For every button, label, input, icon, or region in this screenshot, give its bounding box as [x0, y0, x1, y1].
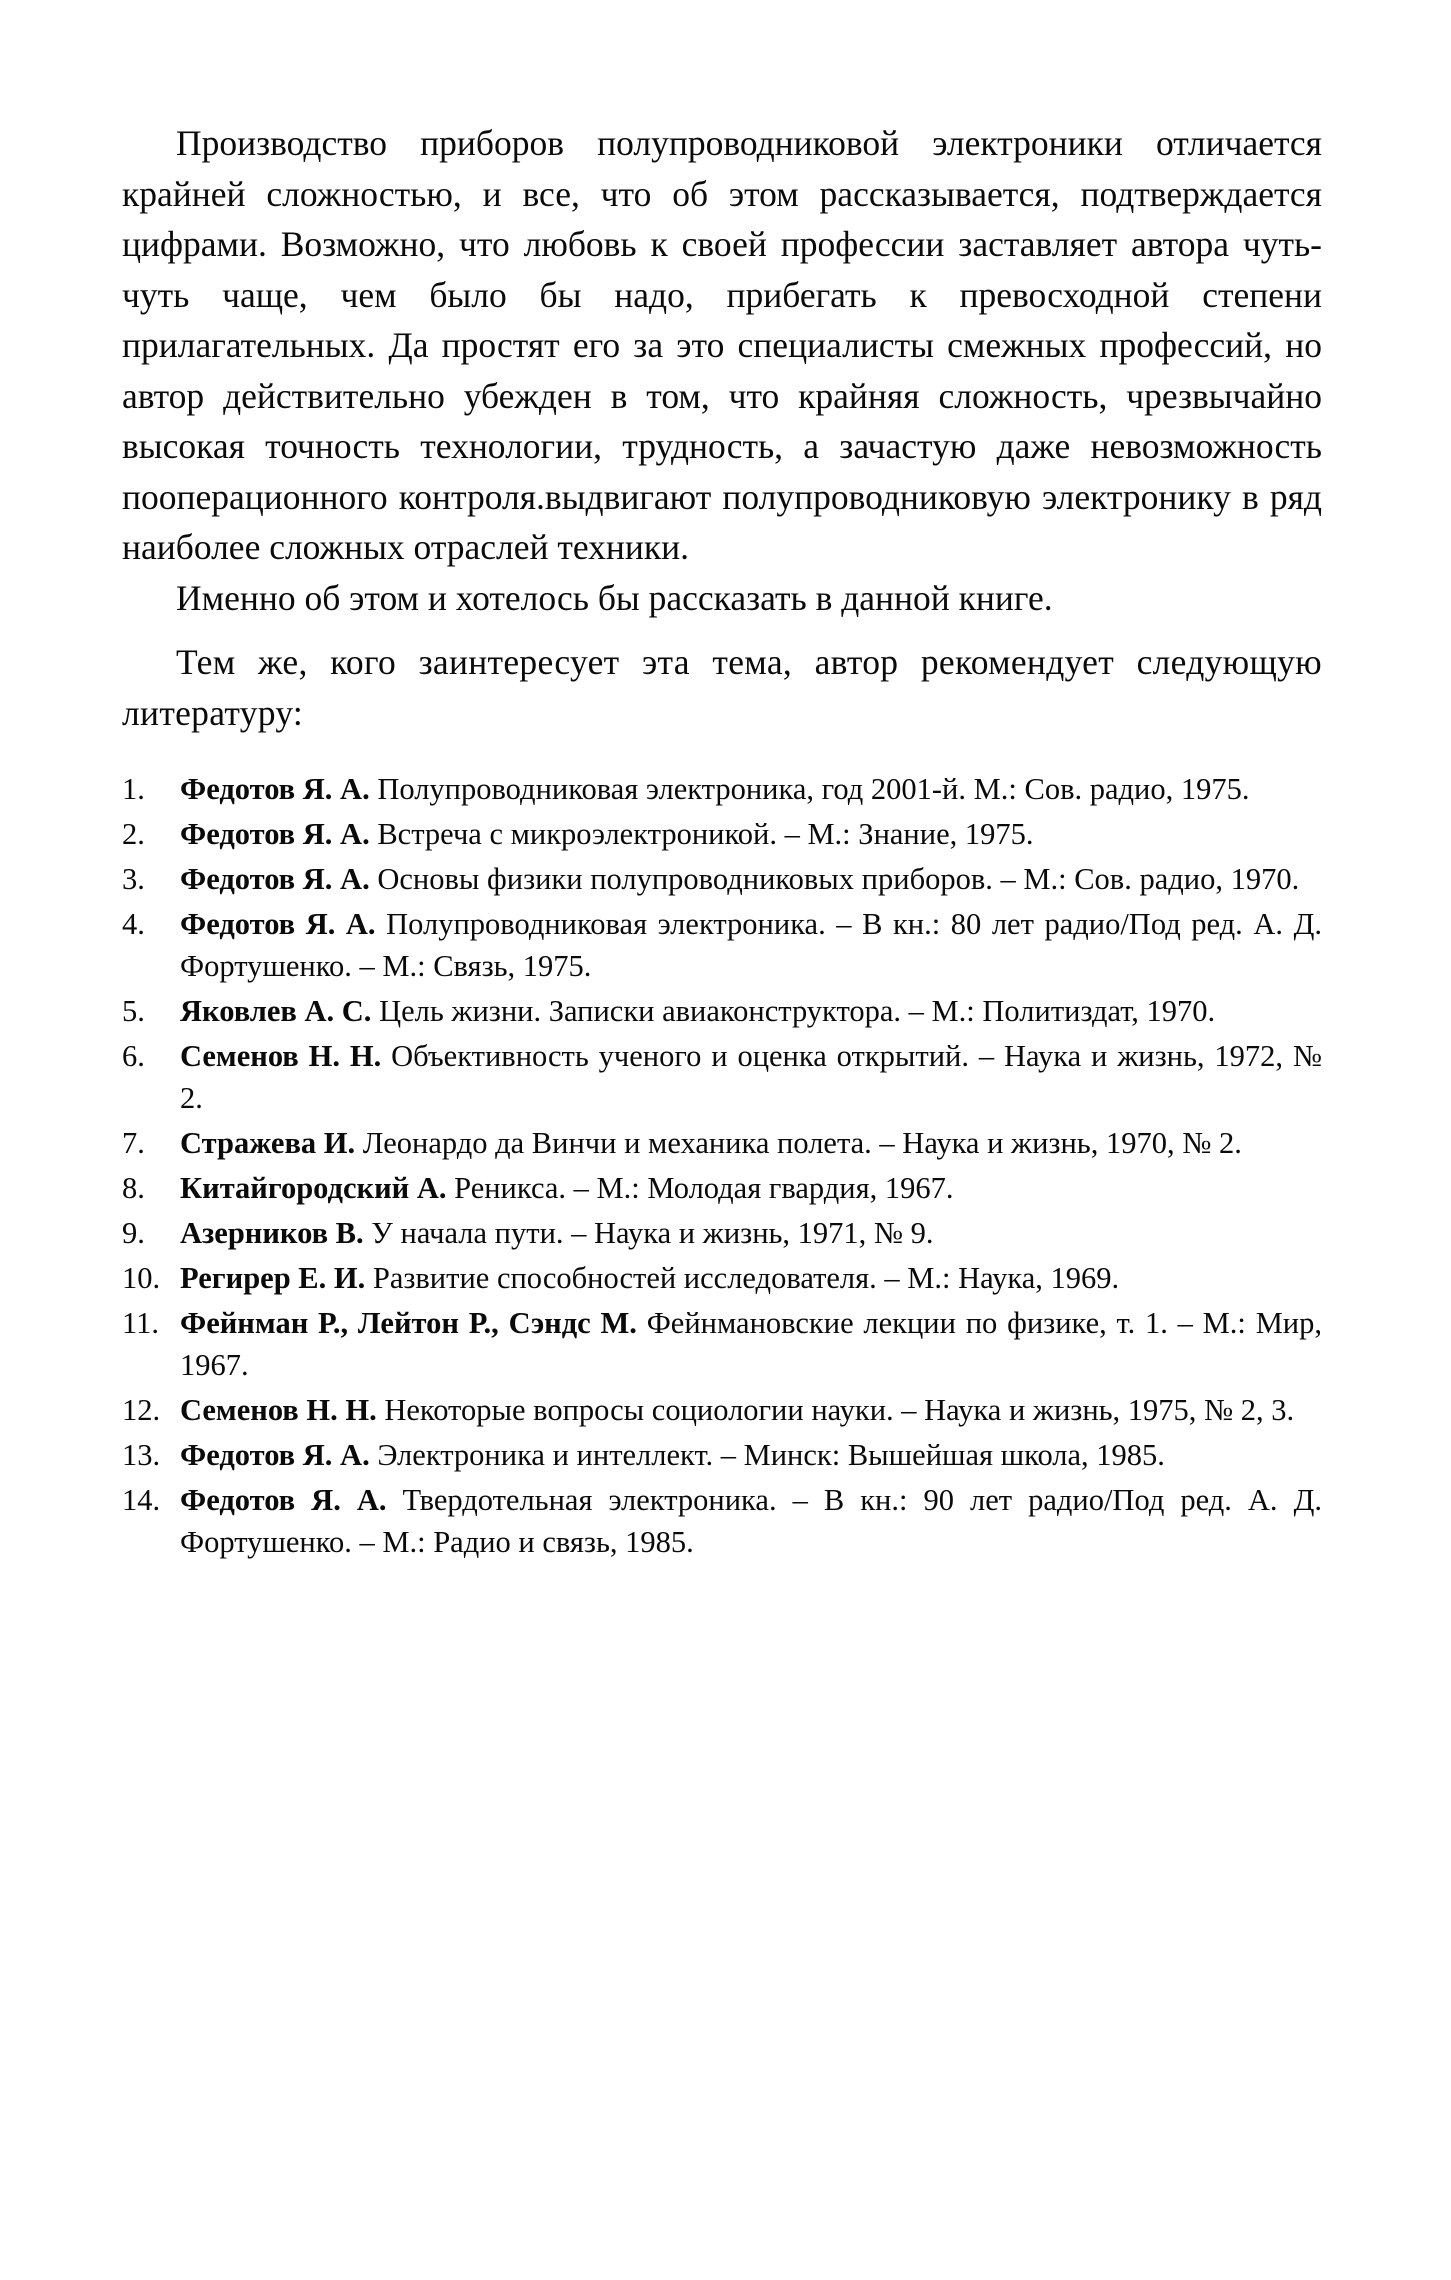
item-author: Федотов Я. А.: [180, 907, 376, 941]
bibliography-item: [122, 813, 1322, 855]
item-number: 6.: [122, 1039, 145, 1073]
literature-intro-paragraph: Тем же, кого заинтересует эта тема, автор рекомендует следующую литературу:: [122, 642, 1322, 733]
item-details: Твердотельная электроника. – В кн.: 90 лет радио/Под ред. А. Д. Фортушенко. – М.: Радио и связь, 1985.: [180, 1483, 1322, 1559]
bibliography-item: [122, 858, 1322, 900]
bibliography-item: [122, 1389, 1322, 1431]
bibliography-item: [122, 1257, 1322, 1299]
book-page: [122, 118, 1322, 1566]
item-text: [180, 1035, 1322, 1119]
bibliography-item: [122, 1302, 1322, 1386]
bibliography-item: [122, 1434, 1322, 1476]
item-details: Полупроводниковая электроника, год 2001-й. М.: Сов. радио, 1975.: [369, 772, 1250, 806]
item-text: [180, 1122, 1322, 1164]
item-details: Основы физики полупроводниковых приборов. – М.: Сов. радио, 1970.: [369, 862, 1300, 896]
item-text: [180, 1389, 1322, 1431]
item-details: Полупроводниковая электроника. – В кн.: 80 лет радио/Под ред. А. Д. Фортушенко. – М.: Связь, 1975.: [180, 907, 1322, 983]
item-number: 1.: [122, 772, 145, 806]
item-text: [180, 858, 1322, 900]
item-author: Федотов Я. А.: [180, 862, 370, 896]
item-author: Федотов Я. А.: [180, 1438, 370, 1472]
item-author: Фейнман Р., Лейтон Р., Сэндс М.: [180, 1306, 637, 1340]
intro-paragraph: Производство приборов полупроводниковой электроники отличается крайней сложностью, и все, что об этом рассказывается, подтверждается цифрами. Возможно, что любовь к своей профессии заставляет автора чуть-чуть чаще, чем было бы надо, прибегать к превосходной степени прилагательных. Да простят его за это специалисты смежных профессий, но автор действительно убежден в том, что крайняя сложность, чрезвычайно высокая точность технологии, трудность, а зачастую даже невозможность пооперационного контроля.выдвигают полупроводниковую электронику в ряд наиболее сложных отраслей техники.: [122, 123, 1322, 567]
item-text: [180, 1479, 1322, 1563]
item-text: [180, 903, 1322, 987]
item-text: [180, 1167, 1322, 1209]
item-author: Федотов Я. А.: [180, 1483, 387, 1517]
item-text: [180, 990, 1322, 1032]
item-text: [180, 1302, 1322, 1386]
item-author: Китайгородский А.: [180, 1171, 447, 1205]
item-number: 10.: [122, 1261, 161, 1295]
bibliography-item: [122, 990, 1322, 1032]
bibliography-item: [122, 768, 1322, 810]
item-number: 9.: [122, 1216, 145, 1250]
bibliography-list: [122, 768, 1322, 1563]
item-author: Семенов Н. Н.: [180, 1393, 377, 1427]
item-details: Электроника и интеллект. – Минск: Вышейшая школа, 1985.: [369, 1438, 1165, 1472]
item-text: [180, 1212, 1322, 1254]
item-text: [180, 1434, 1322, 1476]
item-number: 8.: [122, 1171, 145, 1205]
item-number: 4.: [122, 907, 145, 941]
item-details: Фейнмановские лекции по физике, т. 1. – М.: Мир, 1967.: [180, 1306, 1323, 1382]
item-author: Федотов Я. А.: [180, 817, 370, 851]
item-author: Азерников В.: [180, 1216, 364, 1250]
item-details: Леонардо да Винчи и механика полета. – Наука и жизнь, 1970, № 2.: [355, 1126, 1242, 1160]
bibliography-item: [122, 1479, 1322, 1563]
item-details: Встреча с микроэлектроникой. – М.: Знание, 1975.: [369, 817, 1034, 851]
bibliography-item: [122, 1035, 1322, 1119]
item-details: Некоторые вопросы социологии науки. – Наука и жизнь, 1975, № 2, 3.: [376, 1393, 1295, 1427]
item-number: 7.: [122, 1126, 145, 1160]
bibliography-item: [122, 903, 1322, 987]
item-details: Цель жизни. Записки авиаконструктора. – М.: Политиздат, 1970.: [371, 994, 1216, 1028]
item-number: 14.: [122, 1483, 161, 1517]
item-details: Объективность ученого и оценка открытий. – Наука и жизнь, 1972, № 2.: [180, 1039, 1323, 1115]
item-number: 2.: [122, 817, 145, 851]
item-author: Яковлев А. С.: [180, 994, 372, 1028]
item-details: Реникса. – М.: Молодая гвардия, 1967.: [446, 1171, 954, 1205]
bibliography-item: [122, 1122, 1322, 1164]
item-number: 13.: [122, 1438, 161, 1472]
item-author: Стражева И.: [180, 1126, 356, 1160]
bibliography-item: [122, 1167, 1322, 1209]
item-author: Семенов Н. Н.: [180, 1039, 382, 1073]
item-details: Развитие способностей исследователя. – М.: Наука, 1969.: [365, 1261, 1120, 1295]
bibliography-item: [122, 1212, 1322, 1254]
item-number: 12.: [122, 1393, 161, 1427]
item-author: Регирер Е. И.: [180, 1261, 366, 1295]
item-author: Федотов Я. А.: [180, 772, 370, 806]
item-number: 3.: [122, 862, 145, 896]
item-text: [180, 768, 1322, 810]
item-text: [180, 813, 1322, 855]
item-number: 11.: [122, 1306, 159, 1340]
item-number: 5.: [122, 994, 145, 1028]
item-details: У начала пути. – Наука и жизнь, 1971, № 9.: [363, 1216, 934, 1250]
item-text: [180, 1257, 1322, 1299]
book-purpose-paragraph: Именно об этом и хотелось бы рассказать в данной книге.: [176, 577, 1053, 618]
